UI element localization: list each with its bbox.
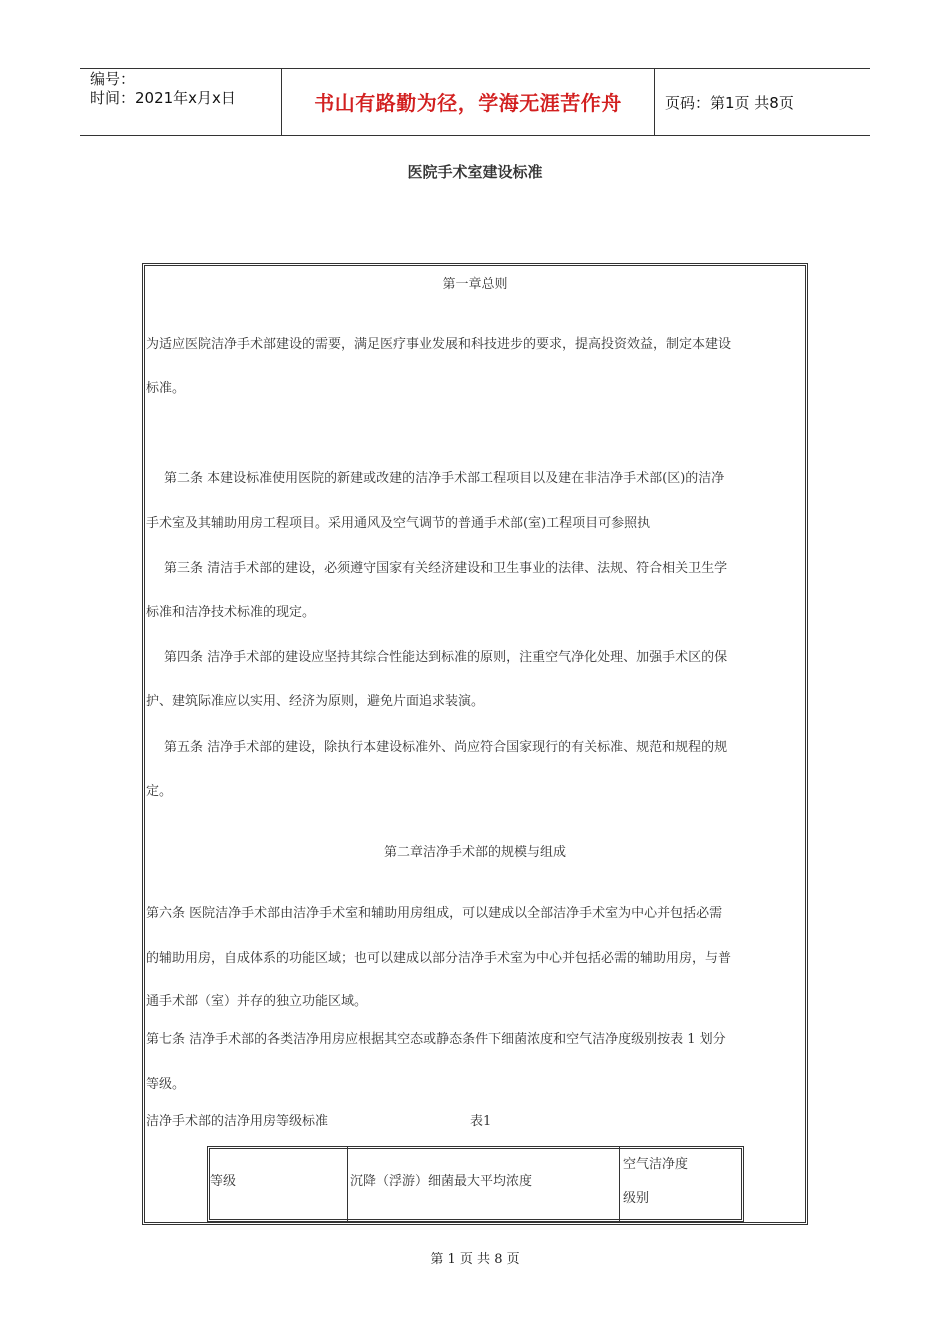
article-4-line: 护、建筑际准应以实用、经济为原则，避免片面追求装演。: [146, 694, 485, 709]
article-5-line: 定。: [146, 784, 173, 799]
paragraph-line: 为适应医院洁净手术部建设的需要，满足医疗事业发展和科技进步的要求，提高投资效益，制定本建设: [146, 337, 732, 352]
article-2-line: 手术室及其辅助用房工程项目。采用通风及空气调节的普通手术部(室)工程项目可参照执: [146, 516, 651, 531]
number-label: 编号：: [90, 70, 136, 88]
article-7-line: 第七条 洁净手术部的各类洁净用房应根据其空态或静态条件下细菌浓度和空气洁净度级别按表 1 划分: [146, 1032, 726, 1047]
article-6-line: 的辅助用房，自成体系的功能区域；也可以建成以部分洁净手术室为中心并包括必需的辅助用房，与普: [146, 951, 732, 966]
table-header-level: 级别: [623, 1191, 650, 1206]
table-header-cleanliness: 空气洁净度: [623, 1157, 689, 1172]
header-meta: [90, 70, 236, 108]
time-label: 时间：2021年x月x日: [90, 89, 236, 107]
article-2-line: 第二条 本建设标准使用医院的新建或改建的洁净手术部工程项目以及建在非洁净手术部(区)的洁净: [164, 471, 725, 486]
table-caption: 洁净手术部的洁净用房等级标准: [146, 1114, 329, 1129]
header-bottom-rule: [80, 135, 870, 136]
chapter1-heading: 第一章总则: [442, 277, 508, 292]
table-header-grade: 等级: [210, 1174, 237, 1189]
table-header-bacteria: 沉降（浮游）细菌最大平均浓度: [350, 1174, 533, 1189]
article-7-line: 等级。: [146, 1077, 186, 1092]
article-3-line: 第三条 清洁手术部的建设，必须遵守国家有关经济建设和卫生事业的法律、法规、符合相关卫生学: [164, 561, 728, 576]
article-6-line: 通手术部（室）并存的独立功能区域。: [146, 994, 368, 1009]
article-6-line: 第六条 医院洁净手术部由洁净手术室和辅助用房组成，可以建成以全部洁净手术室为中心并包括必需: [146, 906, 723, 921]
header-page-info: 页码：第1页 共8页: [665, 94, 794, 112]
header-divider-right: [654, 68, 655, 135]
table-number: 表1: [470, 1114, 492, 1129]
table-column-divider: [619, 1146, 620, 1222]
header-motto: 书山有路勤为径，学海无涯苦作舟: [314, 91, 622, 115]
document-title: 医院手术室建设标准: [407, 163, 543, 181]
article-4-line: 第四条 洁净手术部的建设应坚持其综合性能达到标准的原则，注重空气净化处理、加强手术区的保: [164, 650, 728, 665]
article-3-line: 标准和洁净技术标准的现定。: [146, 605, 316, 620]
page-footer: 第 1 页 共 8 页: [430, 1252, 520, 1267]
chapter2-heading: 第二章洁净手术部的规模与组成: [383, 845, 566, 860]
article-5-line: 第五条 洁净手术部的建设，除执行本建设标准外、尚应符合国家现行的有关标准、规范和规程的规: [164, 740, 728, 755]
paragraph-line: 标准。: [146, 381, 186, 396]
table-column-divider: [347, 1146, 348, 1222]
